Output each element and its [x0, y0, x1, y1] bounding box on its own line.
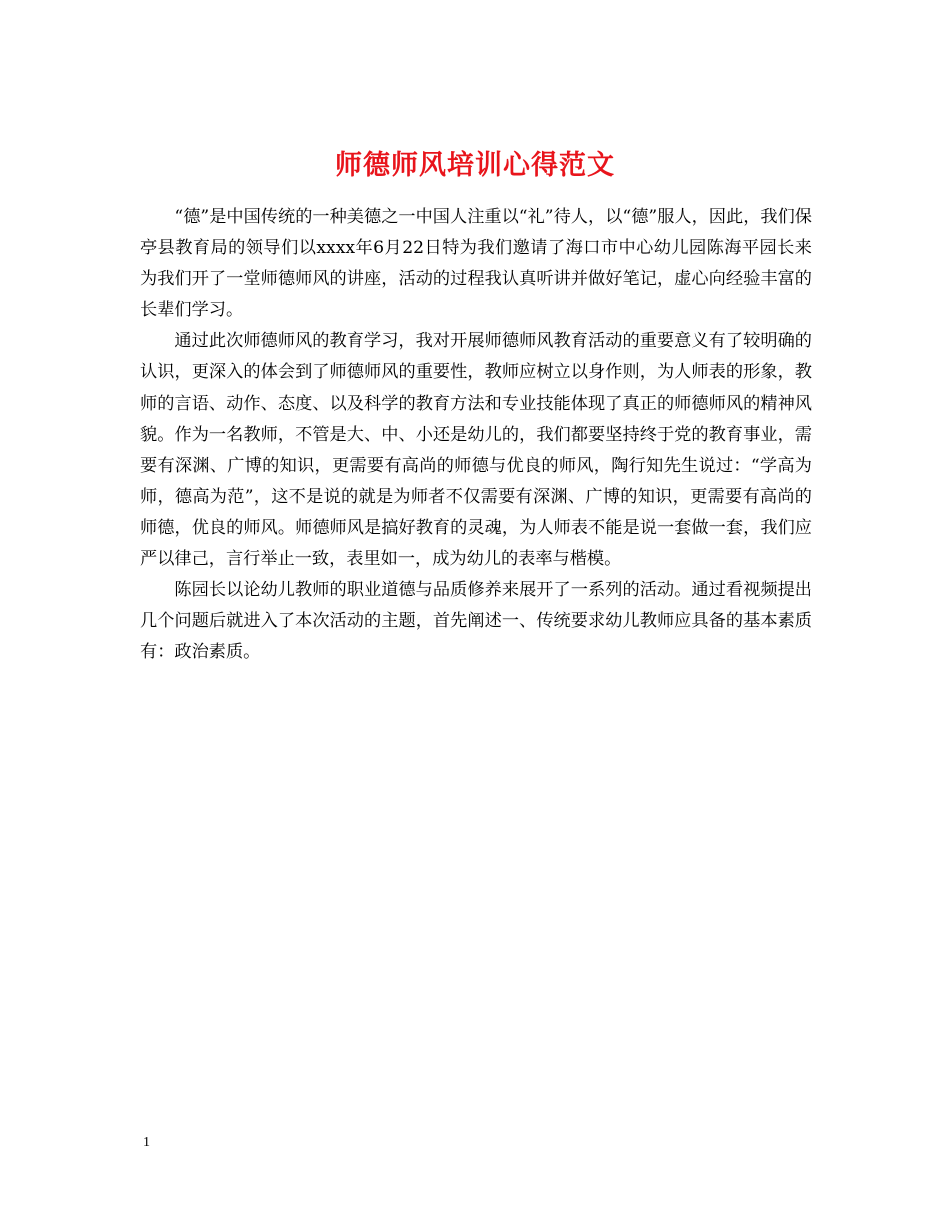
paragraph-2: 通过此次师德师风的教育学习，我对开展师德师风教育活动的重要意义有了较明确的认识，更深入的体会到了师德师风的重要性，教师应树立以身作则，为人师表的形象，教师的言语、动作、态度、以及科学的教育方法和专业技能体现了真正的师德师风的精神风貌。作为一名教师，不管是大、中、小还是幼儿的，我们都要坚持终于党的教育事业，需要有深渊、广博的知识，更需要有高尚的师德与优良的师风，陶行知先生说过：“学高为师，德高为范”，这不是说的就是为师者不仅需要有深渊、广博的知识，更需要有高尚的师德，优良的师风。师德师风是搞好教育的灵魂，为人师表不能是说一套做一套，我们应严以律己，言行举止一致，表里如一，成为幼儿的表率与楷模。 — [140, 331, 812, 570]
paragraph-1: “德”是中国传统的一种美德之一中国人注重以“礼”待人，以“德”服人，因此，我们保亭县教育局的领导们以xxxx年6月22日特为我们邀请了海口市中心幼儿园陈海平园长来为我们开了一堂师德师风的讲座，活动的过程我认真听讲并做好笔记，虚心向经验丰富的长辈们学习。 — [140, 207, 812, 321]
paragraph-3: 陈园长以论幼儿教师的职业道德与品质修养来展开了一系列的活动。通过看视频提出几个问题后就进入了本次活动的主题，首先阐述一、传统要求幼儿教师应具备的基本素质有：政治素质。 — [140, 580, 812, 663]
page-number: 1 — [143, 1135, 150, 1150]
document-title: 师德师风培训心得范文 — [335, 150, 615, 182]
document-body — [140, 202, 812, 668]
